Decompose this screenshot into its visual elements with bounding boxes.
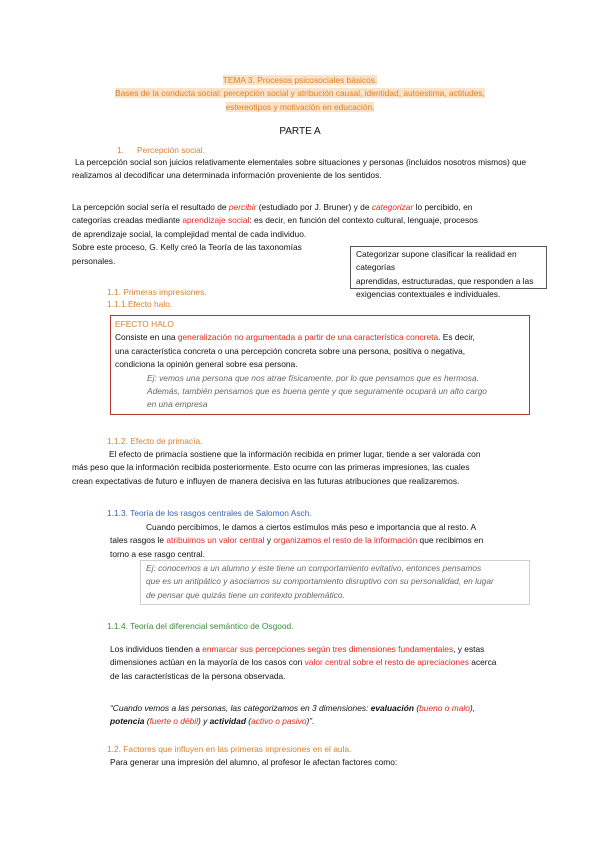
paragraph-primacia: El efecto de primacía sostiene que la información recibida en primer lugar, tiende a ser valorada con más peso que la información recibida posteriormente. Esto ocurre con las primeras impresiones, las cuales crean expectativas de futuro e influyen de manera decisiva en las futuras atribuciones que realizaremos. (72, 449, 481, 486)
part-title: PARTE A (279, 126, 321, 137)
paragraph-asch: Cuando percibimos, le damos a ciertos estímulos más peso e importancia que al resto. A tales rasgos le atribuimos un valor central y organizamos el resto de la información que recibimos en torno a ese rasgo central. (110, 522, 484, 559)
paragraph-factores: Para generar una impresión del alumno, al profesor le afectan factores como: (110, 757, 398, 767)
sidebox-categorizar: Categorizar supone clasificar la realidad en categorías aprendidas, estructuradas, que responden a las exigencias contextuales e individuales. (350, 246, 547, 289)
section-1-1-1-heading: 1.1.1.Efecto halo. (107, 299, 173, 309)
section-1-2-heading: 1.2. Factores que influyen en las primeras impresiones en el aula. (107, 744, 352, 754)
quote-osgood: “Cuando vemos a las personas, las categorizamos en 3 dimensiones: evaluación (bueno o malo), potencia (fuerte o débil) y actividad (activo o pasivo)”. (110, 703, 476, 727)
paragraph-percepcion: La percepción social son juicios relativamente elementales sobre situaciones y personas (incluidos nosotros mismos) que realizamos al decodificar una determinada información proveniente de los sentidos. (72, 157, 527, 181)
header-line-3: estereotipos y motivación en educación. (225, 101, 375, 112)
header-line-2: Bases de la conducta social: percepción social y atribución causal, identidad, autoestima, actitudes, (115, 88, 485, 99)
section-1-heading: 1. Percepción social. (117, 145, 205, 155)
header (0, 74, 600, 114)
paragraph-osgood: Los individuos tienden a enmarcar sus percepciones según tres dimensiones fundamentales, y estas dimensiones actúan en la mayoría de los casos con valor central sobre el resto de apreciaciones acerca de las características de la persona observada. (110, 644, 497, 681)
header-line-1: TEMA 3. Procesos psicosociales básicos. (222, 75, 378, 85)
section-1-1-2-heading: 1.1.2. Efecto de primacía. (107, 436, 203, 446)
section-1-1-4-heading: 1.1.4. Teoría del diferencial semántico de Osgood. (107, 621, 294, 631)
section-1-1-3-heading: 1.1.3. Teoría de los rasgos centrales de Salomon Asch. (107, 508, 312, 518)
asch-example-box: Ej: conocemos a un alumno y este tiene un comportamiento evitativo, entonces pensamos que es un antipático y asociamos su comportamiento disruptivo con su personalidad, en lugar de pensar que quizás tiene un contexto problemático. (140, 560, 530, 605)
section-1-1-heading: 1.1. Primeras impresiones. (107, 287, 207, 297)
paragraph-categorizacion: La percepción social sería el resultado de percibir (estudiado por J. Bruner) y de categorizar lo percibido, en categorías creadas mediante aprendizaje social: es decir, en función del contexto cultural, lenguaje, procesos de aprendizaje social, la complejidad mental de cada individuo. Sobre este proceso, G. Kelly creó la Teoría de las taxonomías personales. (72, 202, 478, 266)
efecto-halo-box: EFECTO HALO Consiste en una generalización no argumentada a partir de una característica concreta. Es decir, una característica concreta o una percepción concreta sobre una persona, positiva o negativa, condiciona la opinión general sobre esa persona. Ej: vemos una persona que nos atrae físicamente, por lo que pensamos que es hermosa. Además, también pensamos que es buena gente y que seguramente ocupará un alto cargo en una empresa (110, 315, 530, 415)
efecto-halo-title: EFECTO HALO (115, 319, 174, 329)
